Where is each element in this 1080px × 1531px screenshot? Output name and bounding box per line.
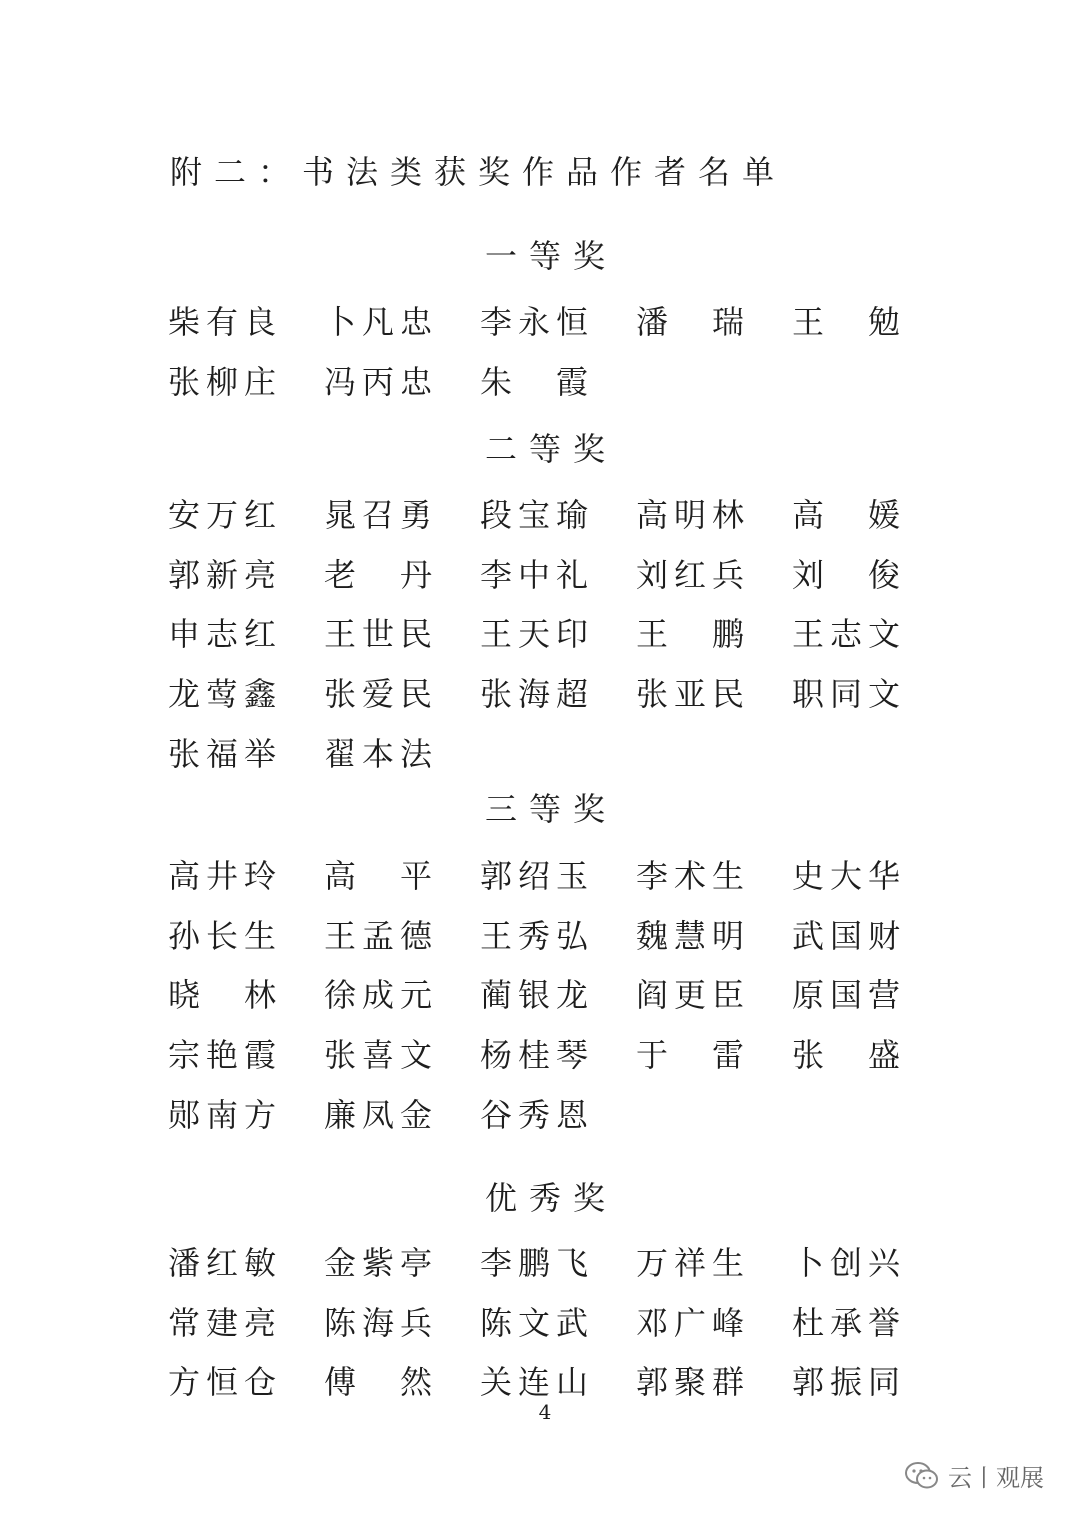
winner-name: 李 鹏 飞: [480, 1244, 588, 1282]
winner-name: 高 媛: [792, 496, 900, 534]
winner-name: 职 同 文: [792, 675, 900, 714]
winner-name: 潘 红 敏: [168, 1244, 276, 1282]
winner-name: 方 恒 仓: [168, 1363, 276, 1402]
winner-name: 张 海 超: [480, 675, 588, 714]
section-title: 三等奖: [484, 790, 617, 828]
winner-name: 王 鹏: [636, 615, 744, 654]
winner-name: 常 建 亮: [168, 1303, 276, 1342]
winner-name: 李 中 礼: [480, 555, 588, 594]
winner-name: 张 福 举: [168, 734, 276, 773]
winner-name: 原 国 营: [792, 976, 900, 1015]
winner-name: 晁 召 勇: [324, 496, 432, 534]
winner-name: 冯 丙 忠: [324, 362, 432, 401]
winner-name: 万 祥 生: [636, 1244, 744, 1282]
winner-name: 陈 海 兵: [324, 1303, 432, 1342]
winner-name: 阎 更 臣: [636, 976, 744, 1015]
winner-name: 翟 本 法: [324, 734, 432, 773]
winner-name: 史 大 华: [792, 857, 900, 895]
winner-name: 关 连 山: [480, 1363, 588, 1402]
winner-name: 王 天 印: [480, 615, 588, 654]
winner-name: 王 秀 弘: [480, 916, 588, 955]
winner-name: 朱 霞: [480, 362, 588, 401]
section-title: 一等奖: [484, 237, 617, 275]
wechat-icon: [904, 1461, 940, 1491]
winner-name: 廉 凤 金: [324, 1095, 432, 1134]
watermark: [904, 1458, 1044, 1493]
winner-name: 张 盛: [792, 1036, 900, 1075]
winner-name: 杨 桂 琴: [480, 1036, 588, 1075]
winner-name: 武 国 财: [792, 916, 900, 955]
winner-name: 刘 俊: [792, 555, 900, 594]
winner-name: 傅 然: [324, 1363, 432, 1402]
winner-name: 杜 承 誉: [792, 1303, 900, 1342]
winner-name: 安 万 红: [168, 496, 276, 534]
winner-name: 龙 莺 鑫: [168, 675, 276, 714]
winner-name: 潘 瑞: [636, 303, 744, 341]
winner-name: 王 世 民: [324, 615, 432, 654]
watermark-text: 云丨观展: [948, 1464, 1044, 1492]
winner-name: 王 孟 德: [324, 916, 432, 955]
winner-name: 郭 新 亮: [168, 555, 276, 594]
winner-name: 张 柳 庄: [168, 362, 276, 401]
winner-name: 高 井 玲: [168, 857, 276, 895]
winner-name: 老 丹: [324, 555, 432, 594]
winner-name: 邓 广 峰: [636, 1303, 744, 1342]
winner-name: 魏 慧 明: [636, 916, 744, 955]
winner-name: 金 紫 亭: [324, 1244, 432, 1282]
winner-name: 卜 创 兴: [792, 1244, 900, 1282]
winner-name: 张 亚 民: [636, 675, 744, 714]
page-number: 4: [538, 1400, 552, 1424]
winner-name: 李 永 恒: [480, 303, 588, 341]
winner-name: 张 爱 民: [324, 675, 432, 714]
winner-name: 刘 红 兵: [636, 555, 744, 594]
winner-name: 于 雷: [636, 1036, 744, 1075]
winner-name: 段 宝 瑜: [480, 496, 588, 534]
winner-name: 徐 成 元: [324, 976, 432, 1015]
winner-name: 孙 长 生: [168, 916, 276, 955]
winner-name: 王 志 文: [792, 615, 900, 654]
winner-name: 晓 林: [168, 976, 276, 1015]
document-title: 附二：书法类获奖作品作者名单: [170, 153, 787, 191]
winner-name: 宗 艳 霞: [168, 1036, 276, 1075]
winner-name: 高 平: [324, 857, 432, 895]
winner-name: 王 勉: [792, 303, 900, 341]
winner-name: 高 明 林: [636, 496, 744, 534]
winner-name: 卜 凡 忠: [324, 303, 432, 341]
section-title: 二等奖: [484, 430, 617, 468]
winner-name: 申 志 红: [168, 615, 276, 654]
winner-name: 张 喜 文: [324, 1036, 432, 1075]
winner-name: 郭 聚 群: [636, 1363, 744, 1402]
winner-name: 陈 文 武: [480, 1303, 588, 1342]
winner-name: 郧 南 方: [168, 1095, 276, 1134]
winner-name: 李 术 生: [636, 857, 744, 895]
section-title: 优秀奖: [484, 1179, 617, 1217]
winner-name: 蔺 银 龙: [480, 976, 588, 1015]
winner-name: 谷 秀 恩: [480, 1095, 588, 1134]
winner-name: 郭 振 同: [792, 1363, 900, 1402]
winner-name: 柴 有 良: [168, 303, 276, 341]
winner-name: 郭 绍 玉: [480, 857, 588, 895]
